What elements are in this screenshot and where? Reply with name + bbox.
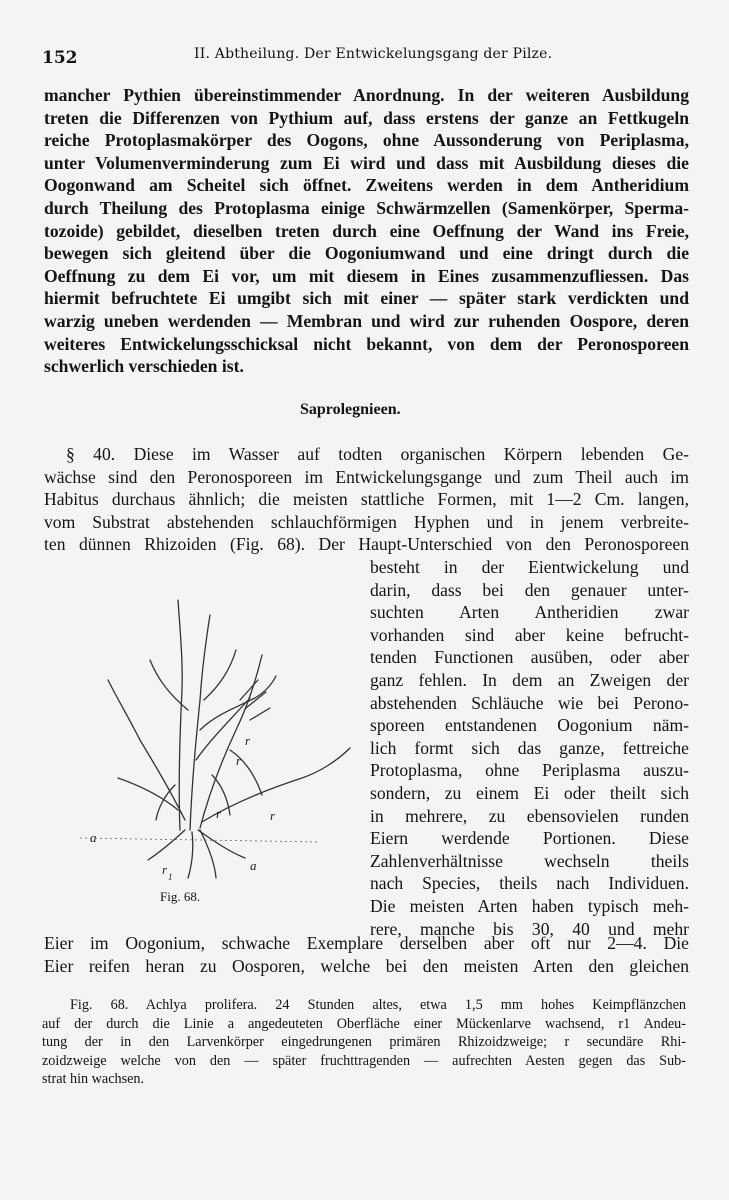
text-line: Oogonwand am Scheitel sich öffnet. Zweitens werden in dem Antheridium [44,175,689,196]
footnote-line: zoidzweige welche von den — später fruchttragenden — aufrechten Aesten gegen das Sub- [42,1052,686,1069]
text-line: Eier im Oogonium, schwache Exemplare derselben aber oft nur 2—4. Die [44,933,689,953]
text-line: darin, dass bei den genauer unter- [370,579,689,600]
achlya-drawing [40,580,370,910]
label-r1: r [162,862,168,877]
page-header [42,40,692,68]
paragraph-1 [44,84,689,378]
section-title: Saprolegnieen. [300,401,401,418]
text-line: treten die Differenzen von Pythium auf, dass erstens der ganze an Fettkugeln [44,107,689,128]
text-line: besteht in der Eientwickelung und [370,557,689,577]
label-r: r [245,733,251,748]
text-line: nach Species, theils nach Individuen. [370,873,689,894]
text-line: wächse sind den Peronosporeen im Entwickelungsgange und zum Theil auch im [44,466,689,487]
label-r: r [236,753,242,768]
footnote-line: Fig. 68. Achlya prolifera. 24 Stunden altes, etwa 1,5 mm hohes Keimpflänzchen [70,997,686,1013]
label-r: r [270,808,276,823]
footnote-line: tung der in den Larvenkörper eingedrungenen primären Rhizoidzweige; r secundäre Rhi- [42,1034,686,1050]
text-line: vom Substrat abstehenden schlauchförmigen Hyphen und in jenem verbreite- [44,511,689,532]
text-line: in mehrere, zu ebensovielen runden [370,805,689,826]
label-r: r [216,806,222,821]
text-line: tozoide) gebildet, dieselben treten durch eine Oeffnung der Wand ins Freie, [44,220,689,241]
text-line: hiermit befruchtete Ei umgibt sich mit einer — später stark verdickten und [44,288,689,309]
text-line: mancher Pythien übereinstimmender Anordnung. In der weiteren Ausbildung [44,85,689,105]
text-line: § 40. Diese im Wasser auf todten organischen Körpern lebenden Ge- [66,444,689,464]
text-line: Eiern werdende Portionen. Diese [370,828,689,849]
running-head: II. Abtheilung. Der Entwickelungsgang der Pilze. [194,46,553,62]
figure-footnote [42,996,686,1089]
text-line: lich formt sich das ganze, fettreiche [370,737,689,758]
text-line: abstehenden Schläuche wie bei Perono- [370,692,689,713]
text-line: Oeffnung zu dem Ei vor, um mit diesem in Eines zusammenzufliessen. Das [44,265,689,286]
paragraph-2-full-width [44,443,689,556]
text-line: ten dünnen Rhizoiden (Fig. 68). Der Haupt-Unterschied von den Peronosporeen [44,534,689,555]
text-line: Protoplasma, ohne Periplasma auszu- [370,760,689,781]
text-line: Die meisten Arten haben typisch meh- [370,895,689,916]
text-line: suchten Arten Antheridien zwar [370,602,689,623]
text-line: durch Theilung des Protoplasma einige Schwärmzellen (Samenkörper, Sperma- [44,197,689,218]
paragraph-2-column [370,556,689,940]
text-line: tenden Functionen ausüben, oder aber [370,647,689,668]
text-line: ganz fehlen. In dem an Zweigen der [370,669,689,690]
figure-68-illustration [40,580,370,910]
text-line: warzig uneben werdenden — Membran und wird zur ruhenden Oospore, deren [44,310,689,331]
text-line: unter Volumenverminderung zum Ei wird und dass mit Ausbildung dieses die [44,152,689,173]
text-line: Eier reifen heran zu Oosporen, welche bei den meisten Arten den gleichen [44,955,689,976]
label-r1-index: 1 [168,872,173,882]
footnote-line: strat hin wachsen. [42,1071,145,1087]
text-line: weiteres Entwickelungsschicksal nicht bekannt, von dem der Peronosporeen [44,333,689,354]
label-a: a [90,830,97,845]
label-a: a [250,858,257,873]
text-line: bewegen sich gleitend über die Oogoniumwand und eine dringt durch die [44,243,689,264]
figure-caption: Fig. 68. [160,889,201,904]
text-line: sondern, zu einem Ei oder theilt sich [370,782,689,803]
text-line: sporeen entstandenen Oogonium näm- [370,715,689,736]
page-number: 152 [42,48,78,68]
footnote-line: auf der durch die Linie a angedeuteten Oberfläche einer Mückenlarve wachsend, r1 Andeu- [42,1015,686,1032]
text-line: Habitus durchaus ähnlich; die meisten stattliche Formen, mit 1—2 Cm. langen, [44,489,689,510]
text-line: reiche Protoplasmakörper des Oogons, ohne Aussonderung von Periplasma, [44,130,689,151]
text-line: rere, manche bis 30, 40 und mehr [370,918,689,939]
text-line: schwerlich verschieden ist. [44,356,244,377]
paragraph-2-tail [44,932,689,977]
text-line: vorhanden sind aber keine befrucht- [370,624,689,645]
text-line: Zahlenverhältnisse wechseln theils [370,850,689,871]
